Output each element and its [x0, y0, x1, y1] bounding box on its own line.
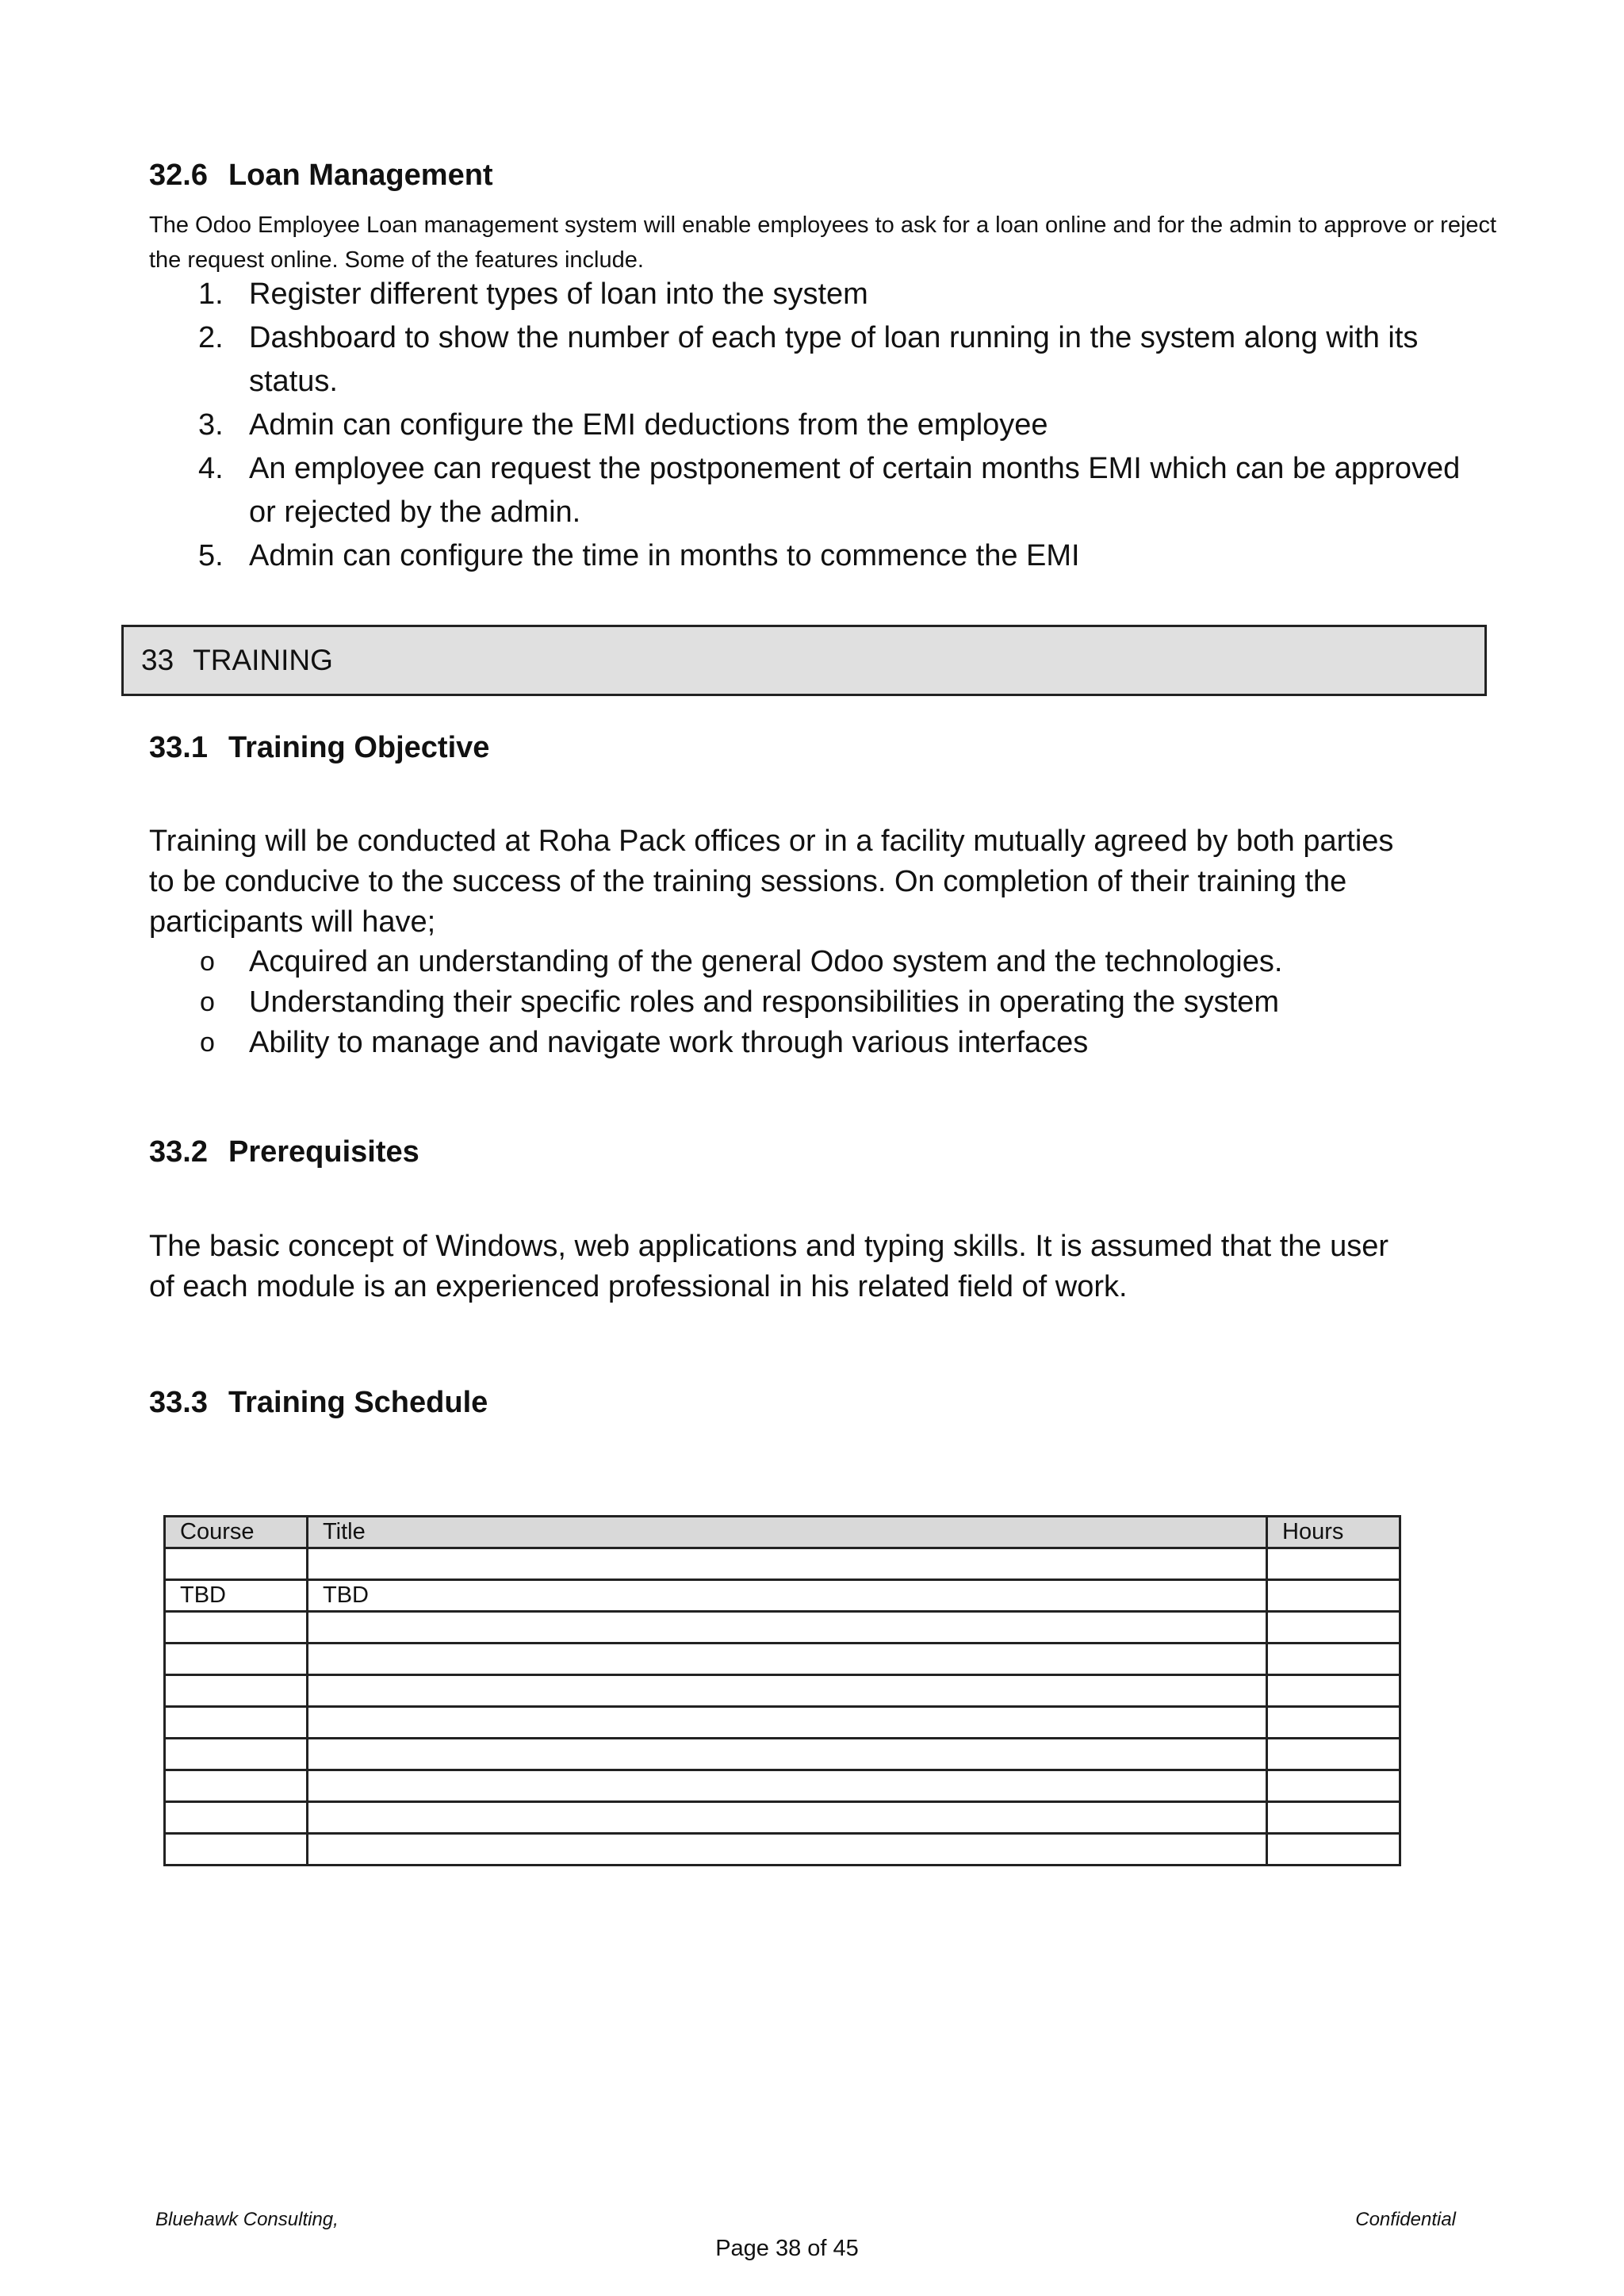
table-cell [308, 1707, 1267, 1739]
table-header-row [165, 1517, 1400, 1548]
table-cell [1267, 1612, 1400, 1644]
table-cell [308, 1802, 1267, 1834]
section-heading-training-objective [149, 731, 489, 765]
table-row [165, 1548, 1400, 1580]
section-heading-prerequisites [149, 1135, 419, 1169]
table-cell [165, 1644, 308, 1675]
table-row [165, 1802, 1400, 1834]
heading-number: 32.6 [149, 159, 208, 192]
table-cell [165, 1548, 308, 1580]
column-header-course: Course [165, 1517, 308, 1548]
heading-title: Training Objective [228, 731, 490, 764]
table-cell [308, 1770, 1267, 1802]
table-cell [1267, 1548, 1400, 1580]
section-heading-loan-management [149, 159, 493, 193]
loan-features-list [198, 273, 1483, 578]
table-row [165, 1739, 1400, 1770]
table-row [165, 1675, 1400, 1707]
prerequisites-paragraph: The basic concept of Windows, web applications and typing skills. It is assumed that the user of each module is an experienced professional in his related field of work. [149, 1230, 1389, 1303]
table-cell [308, 1675, 1267, 1707]
table-cell [308, 1548, 1267, 1580]
table-cell [1267, 1644, 1400, 1675]
heading-number: 33.3 [149, 1386, 208, 1419]
section-number: 33 [141, 644, 174, 676]
list-item: o Acquired an understanding of the general Odoo system and the technologies. [200, 945, 1283, 978]
table-cell [165, 1802, 308, 1834]
list-item: 1. Register different types of loan into the system [198, 277, 868, 311]
training-schedule-table [163, 1515, 1401, 1866]
list-item: 3. Admin can configure the EMI deductions from the employee [198, 408, 1048, 442]
table-cell [1267, 1580, 1400, 1612]
table-cell [165, 1834, 308, 1866]
table-cell [1267, 1770, 1400, 1802]
training-objective-bullets [198, 942, 1467, 1063]
section-heading-training-schedule [149, 1386, 488, 1420]
list-item: 5. Admin can configure the time in months to commence the EMI [198, 539, 1080, 572]
heading-number: 33.2 [149, 1135, 208, 1169]
table-cell [1267, 1739, 1400, 1770]
table-cell [1267, 1802, 1400, 1834]
table-cell [165, 1739, 308, 1770]
table-row [165, 1644, 1400, 1675]
list-item: 4. An employee can request the postponement of certain months EMI which can be approved or rejected by the admin. [198, 452, 1461, 529]
section-title: TRAINING [193, 644, 333, 676]
list-item: o Ability to manage and navigate work through various interfaces [200, 1026, 1089, 1059]
list-item: o Understanding their specific roles and responsibilities in operating the system [200, 985, 1280, 1019]
list-item: 2. Dashboard to show the number of each type of loan running in the system along with its status. [198, 321, 1419, 398]
table-cell [165, 1612, 308, 1644]
table-cell [308, 1739, 1267, 1770]
table-cell [1267, 1675, 1400, 1707]
heading-title: Prerequisites [228, 1135, 419, 1169]
table-cell: TBD [308, 1580, 1267, 1612]
heading-number: 33.1 [149, 731, 208, 764]
table-cell [165, 1675, 308, 1707]
column-header-title: Title [308, 1517, 1267, 1548]
page-number: Page 38 of 45 [715, 2236, 859, 2261]
table-cell [308, 1834, 1267, 1866]
table-cell: TBD [165, 1580, 308, 1612]
table-row [165, 1707, 1400, 1739]
table-row [165, 1770, 1400, 1802]
column-header-hours: Hours [1267, 1517, 1400, 1548]
table-cell [165, 1707, 308, 1739]
heading-title: Loan Management [228, 159, 493, 192]
table-row [165, 1612, 1400, 1644]
loan-intro-paragraph: The Odoo Employee Loan management system will enable employees to ask for a loan online and for the admin to approve or reject the request online. Some of the features include. [149, 212, 1497, 273]
table-cell [308, 1612, 1267, 1644]
table-cell [308, 1644, 1267, 1675]
section-banner-training [121, 625, 1487, 696]
heading-title: Training Schedule [228, 1386, 488, 1419]
footer-classification: Confidential [1355, 2209, 1456, 2230]
footer-company: Bluehawk Consulting, [155, 2209, 339, 2230]
table-row [165, 1834, 1400, 1866]
table-cell [1267, 1707, 1400, 1739]
training-objective-paragraph: Training will be conducted at Roha Pack offices or in a facility mutually agreed by both parties to be conducive to the success of the training sessions. On completion of their training the participants will have; [149, 825, 1394, 939]
table-cell [1267, 1834, 1400, 1866]
table-cell [165, 1770, 308, 1802]
table-row [165, 1580, 1400, 1612]
